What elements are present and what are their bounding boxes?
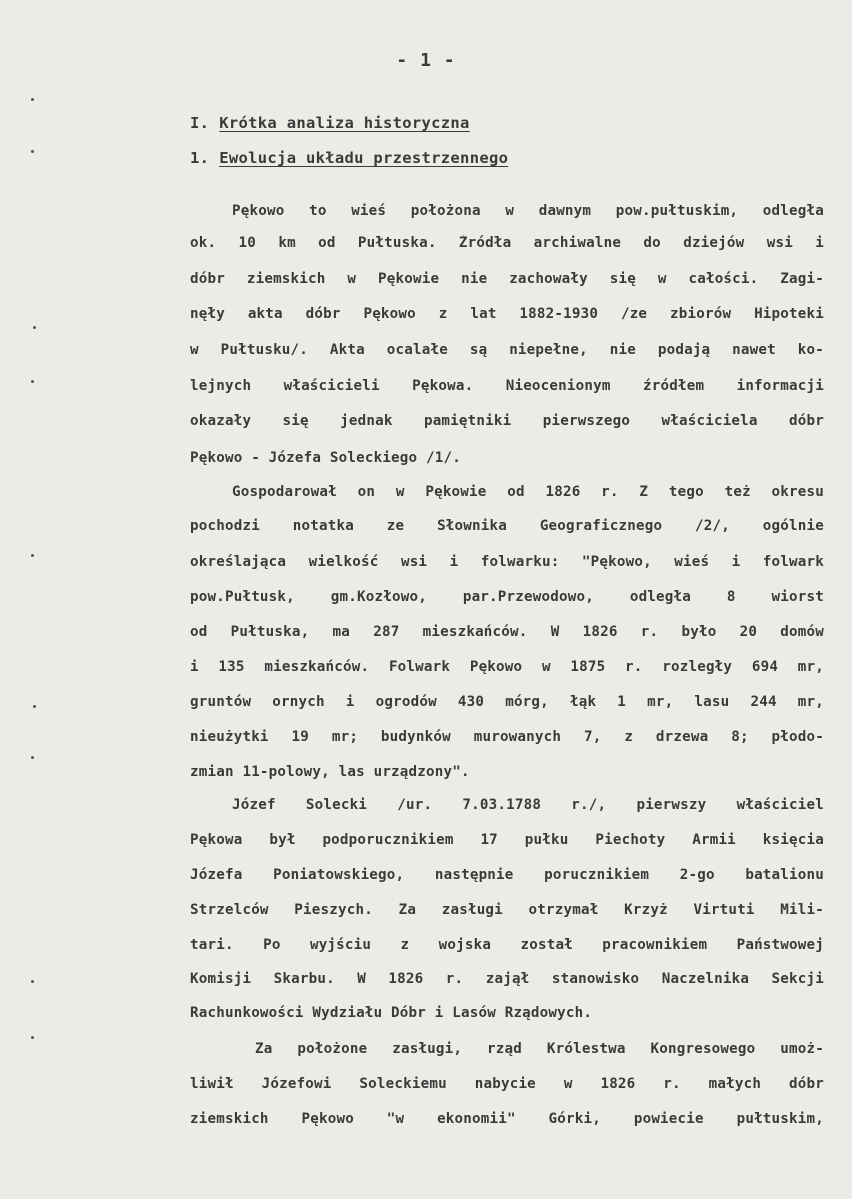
text-line: w Pułtusku/. Akta ocalałe są niepełne, nie podają nawet ko- bbox=[190, 342, 824, 358]
text-line: pochodzi notatka ze Słownika Geograficznego /2/, ogólnie bbox=[190, 518, 824, 534]
text-line: zmian 11-polowy, las urządzony". bbox=[190, 764, 470, 780]
text-line: od Pułtuska, ma 287 mieszkańców. W 1826 r. było 20 domów bbox=[190, 624, 824, 640]
text-line: tari. Po wyjściu z wojska został pracownikiem Państwowej bbox=[190, 937, 824, 953]
scan-mark bbox=[31, 150, 34, 153]
text-line: Józefa Poniatowskiego, następnie porucznikiem 2-go batalionu bbox=[190, 867, 824, 883]
text-line: Pękowo - Józefa Soleckiego /1/. bbox=[190, 450, 461, 466]
text-line: i 135 mieszkańców. Folwark Pękowo w 1875 r. rozległy 694 mr, bbox=[190, 659, 824, 675]
scan-mark bbox=[31, 980, 34, 983]
text-line: Strzelców Pieszych. Za zasługi otrzymał Krzyż Virtuti Mili- bbox=[190, 902, 824, 918]
scan-mark bbox=[31, 1036, 34, 1039]
text-line: Rachunkowości Wydziału Dóbr i Lasów Rządowych. bbox=[190, 1005, 593, 1021]
text-line: nęły akta dóbr Pękowo z lat 1882-1930 /ze zbiorów Hipoteki bbox=[190, 306, 824, 322]
text-line: pow.Pułtusk, gm.Kozłowo, par.Przewodowo, odległa 8 wiorst bbox=[190, 589, 824, 605]
section-number: I. bbox=[190, 114, 210, 132]
text-line: dóbr ziemskich w Pękowie nie zachowały się w całości. Zagi- bbox=[190, 271, 824, 287]
section-title: Krótka analiza historyczna bbox=[219, 114, 470, 132]
text-line: Pękowo to wieś położona w dawnym pow.pułtuskim, odległa bbox=[232, 203, 824, 219]
text-line: okazały się jednak pamiętniki pierwszego właściciela dóbr bbox=[190, 413, 824, 429]
text-line: liwił Józefowi Soleckiemu nabycie w 1826 r. małych dóbr bbox=[190, 1076, 824, 1092]
scan-mark bbox=[31, 380, 34, 383]
text-line: Pękowa był podporucznikiem 17 pułku Piechoty Armii księcia bbox=[190, 832, 824, 848]
page-number: - 1 - bbox=[396, 50, 456, 71]
text-line: Za położone zasługi, rząd Królestwa Kongresowego umoż- bbox=[255, 1041, 824, 1057]
scan-mark bbox=[31, 756, 34, 759]
subsection-title: Ewolucja układu przestrzennego bbox=[219, 149, 509, 167]
scan-mark bbox=[33, 705, 36, 708]
text-line: ziemskich Pękowo "w ekonomii" Górki, powiecie pułtuskim, bbox=[190, 1111, 824, 1127]
text-line: Komisji Skarbu. W 1826 r. zajął stanowisko Naczelnika Sekcji bbox=[190, 971, 824, 987]
scan-mark bbox=[33, 326, 36, 329]
text-line: ok. 10 km od Pułtuska. Źródła archiwalne do dziejów wsi i bbox=[190, 235, 824, 251]
scan-mark bbox=[31, 554, 34, 557]
subsection-number: 1. bbox=[190, 149, 210, 167]
scan-mark bbox=[31, 98, 34, 101]
text-line: Józef Solecki /ur. 7.03.1788 r./, pierwszy właściciel bbox=[232, 797, 824, 813]
section-heading bbox=[190, 114, 470, 132]
text-line: lejnych właścicieli Pękowa. Nieocenionym źródłem informacji bbox=[190, 378, 824, 394]
text-line: określająca wielkość wsi i folwarku: "Pękowo, wieś i folwark bbox=[190, 554, 824, 570]
subsection-heading bbox=[190, 149, 508, 167]
text-line: gruntów ornych i ogrodów 430 mórg, łąk 1 mr, lasu 244 mr, bbox=[190, 694, 824, 710]
text-line: Gospodarował on w Pękowie od 1826 r. Z tego też okresu bbox=[232, 484, 824, 500]
text-line: nieużytki 19 mr; budynków murowanych 7, z drzewa 8; płodo- bbox=[190, 729, 824, 745]
